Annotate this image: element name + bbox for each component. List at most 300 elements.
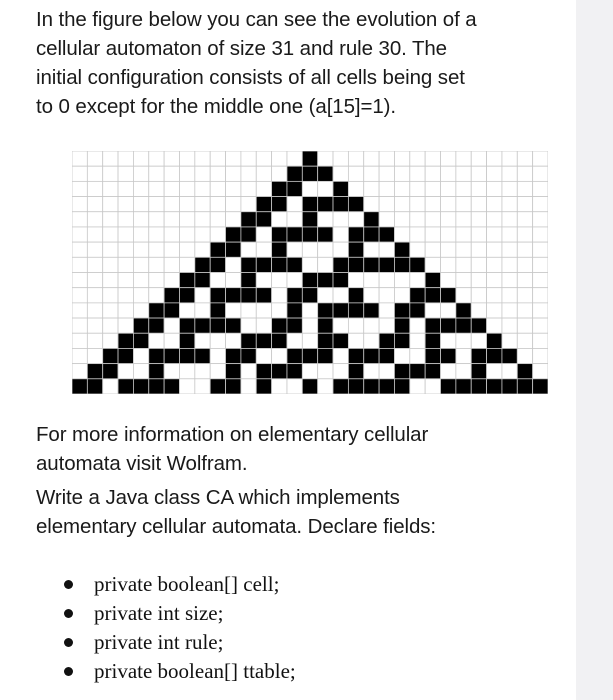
cell-dead [517, 227, 532, 242]
cell-dead [333, 364, 348, 379]
cell-dead [533, 288, 548, 303]
cell-dead [379, 364, 394, 379]
cell-dead [487, 303, 502, 318]
cell-dead [318, 212, 333, 227]
cell-dead [103, 166, 118, 181]
cell-alive [302, 379, 317, 394]
cell-dead [502, 197, 517, 212]
cell-dead [533, 181, 548, 196]
cell-dead [502, 333, 517, 348]
cell-dead [149, 242, 164, 257]
cell-alive [210, 318, 225, 333]
cell-dead [118, 227, 133, 242]
cell-dead [379, 242, 394, 257]
cell-dead [425, 303, 440, 318]
cell-alive [179, 318, 194, 333]
cell-dead [348, 273, 363, 288]
cell-alive [456, 303, 471, 318]
cell-dead [210, 273, 225, 288]
cell-dead [456, 227, 471, 242]
cell-dead [118, 288, 133, 303]
cell-alive [394, 242, 409, 257]
cell-dead [87, 166, 102, 181]
cellular-automaton-figure [72, 151, 548, 394]
cell-dead [441, 227, 456, 242]
cell-alive [379, 257, 394, 272]
cell-alive [287, 303, 302, 318]
cell-alive [487, 348, 502, 363]
cell-dead [456, 166, 471, 181]
cell-dead [241, 364, 256, 379]
cell-dead [287, 242, 302, 257]
cell-dead [517, 257, 532, 272]
cell-dead [87, 212, 102, 227]
cell-dead [471, 303, 486, 318]
cell-dead [256, 227, 271, 242]
cell-dead [210, 197, 225, 212]
cell-dead [425, 197, 440, 212]
cell-alive [210, 379, 225, 394]
bullet-icon [64, 638, 73, 647]
cell-dead [287, 212, 302, 227]
cell-dead [133, 197, 148, 212]
cell-dead [133, 212, 148, 227]
cell-dead [164, 151, 179, 166]
cell-dead [348, 318, 363, 333]
cell-alive [533, 379, 548, 394]
cell-dead [133, 181, 148, 196]
cell-dead [287, 197, 302, 212]
cell-alive [487, 379, 502, 394]
cell-alive [149, 348, 164, 363]
cell-alive [302, 227, 317, 242]
cell-alive [394, 303, 409, 318]
cell-dead [333, 227, 348, 242]
cell-dead [517, 288, 532, 303]
cell-dead [379, 318, 394, 333]
cell-alive [410, 288, 425, 303]
cell-dead [149, 197, 164, 212]
cell-alive [133, 318, 148, 333]
automaton-grid [72, 151, 548, 394]
cell-dead [210, 151, 225, 166]
task-paragraph [36, 483, 566, 541]
cell-alive [348, 242, 363, 257]
cell-alive [410, 257, 425, 272]
cell-alive [149, 364, 164, 379]
cell-dead [272, 348, 287, 363]
cell-dead [441, 273, 456, 288]
cell-alive [425, 288, 440, 303]
cell-dead [487, 151, 502, 166]
cell-dead [302, 303, 317, 318]
cell-dead [272, 288, 287, 303]
cell-alive [256, 257, 271, 272]
cell-dead [256, 166, 271, 181]
cell-alive [471, 379, 486, 394]
cell-dead [287, 333, 302, 348]
cell-alive [348, 379, 363, 394]
cell-alive [333, 257, 348, 272]
cell-alive [164, 348, 179, 363]
cell-dead [164, 333, 179, 348]
cell-dead [410, 212, 425, 227]
cell-alive [149, 303, 164, 318]
cell-alive [318, 197, 333, 212]
cell-alive [287, 348, 302, 363]
cell-dead [318, 181, 333, 196]
cell-dead [272, 151, 287, 166]
cell-alive [394, 364, 409, 379]
cell-dead [103, 197, 118, 212]
cell-alive [302, 212, 317, 227]
cell-dead [379, 197, 394, 212]
cell-alive [348, 364, 363, 379]
cell-dead [118, 318, 133, 333]
cell-dead [533, 348, 548, 363]
field-text: private int size; [94, 601, 224, 625]
cell-dead [441, 303, 456, 318]
cell-alive [133, 379, 148, 394]
cell-alive [179, 273, 194, 288]
cell-dead [195, 303, 210, 318]
cell-dead [287, 379, 302, 394]
cell-alive [195, 273, 210, 288]
cell-dead [502, 166, 517, 181]
cell-dead [256, 318, 271, 333]
cell-dead [133, 303, 148, 318]
cell-alive [241, 257, 256, 272]
cell-alive [318, 333, 333, 348]
cell-dead [487, 273, 502, 288]
cell-dead [149, 288, 164, 303]
cell-dead [87, 227, 102, 242]
cell-dead [333, 151, 348, 166]
cell-dead [195, 181, 210, 196]
cell-dead [333, 288, 348, 303]
cell-dead [149, 257, 164, 272]
cell-alive [379, 333, 394, 348]
cell-dead [87, 333, 102, 348]
cell-dead [502, 242, 517, 257]
cell-dead [302, 257, 317, 272]
cell-dead [179, 379, 194, 394]
cell-dead [394, 348, 409, 363]
cell-alive [302, 288, 317, 303]
cell-dead [179, 197, 194, 212]
cell-dead [241, 166, 256, 181]
cell-dead [179, 227, 194, 242]
cell-alive [103, 364, 118, 379]
cell-alive [364, 379, 379, 394]
cell-dead [118, 181, 133, 196]
cell-alive [333, 379, 348, 394]
cell-dead [487, 212, 502, 227]
cell-alive [456, 318, 471, 333]
cell-alive [333, 197, 348, 212]
cell-dead [425, 166, 440, 181]
cell-dead [87, 181, 102, 196]
cell-dead [256, 348, 271, 363]
cell-dead [164, 257, 179, 272]
cell-dead [87, 151, 102, 166]
cell-dead [133, 273, 148, 288]
cell-alive [241, 288, 256, 303]
cell-dead [72, 303, 87, 318]
cell-dead [87, 348, 102, 363]
cell-dead [103, 227, 118, 242]
cell-alive [256, 333, 271, 348]
cell-dead [471, 257, 486, 272]
cell-dead [533, 151, 548, 166]
cell-dead [502, 257, 517, 272]
cell-dead [425, 212, 440, 227]
wolfram-info-paragraph [36, 420, 566, 478]
cell-dead [72, 333, 87, 348]
cell-dead [502, 212, 517, 227]
cell-dead [164, 318, 179, 333]
cell-dead [533, 166, 548, 181]
cell-dead [456, 288, 471, 303]
cell-alive [164, 379, 179, 394]
cell-dead [302, 333, 317, 348]
cell-dead [487, 288, 502, 303]
cell-dead [226, 273, 241, 288]
intro-line-3: initial configuration consists of all cells being set [36, 66, 465, 89]
cell-dead [517, 273, 532, 288]
cell-dead [72, 212, 87, 227]
cell-dead [133, 348, 148, 363]
cell-dead [179, 212, 194, 227]
cell-dead [502, 151, 517, 166]
cell-alive [256, 379, 271, 394]
cell-dead [133, 257, 148, 272]
cell-alive [118, 333, 133, 348]
cell-alive [226, 348, 241, 363]
cell-dead [164, 227, 179, 242]
cell-alive [241, 333, 256, 348]
cell-dead [87, 303, 102, 318]
cell-dead [333, 166, 348, 181]
cell-alive [272, 242, 287, 257]
cell-dead [517, 212, 532, 227]
cell-alive [302, 273, 317, 288]
cell-dead [425, 242, 440, 257]
cell-dead [517, 303, 532, 318]
cell-alive [502, 348, 517, 363]
cell-dead [410, 197, 425, 212]
cell-dead [471, 273, 486, 288]
cell-alive [517, 379, 532, 394]
cell-dead [226, 333, 241, 348]
cell-dead [364, 166, 379, 181]
field-text: private boolean[] cell; [94, 572, 280, 596]
cell-alive [210, 242, 225, 257]
cell-dead [456, 181, 471, 196]
cell-alive [333, 181, 348, 196]
cell-dead [133, 166, 148, 181]
cell-dead [394, 227, 409, 242]
cell-alive [256, 288, 271, 303]
cell-dead [502, 181, 517, 196]
cell-dead [487, 166, 502, 181]
cell-dead [241, 303, 256, 318]
cell-alive [471, 364, 486, 379]
cell-dead [379, 212, 394, 227]
cell-alive [318, 303, 333, 318]
cell-alive [87, 364, 102, 379]
cell-dead [118, 273, 133, 288]
cell-alive [226, 364, 241, 379]
cell-dead [441, 197, 456, 212]
cell-alive [318, 227, 333, 242]
cell-dead [87, 257, 102, 272]
cell-alive [226, 227, 241, 242]
cell-alive [210, 303, 225, 318]
cell-alive [195, 318, 210, 333]
cell-dead [456, 242, 471, 257]
cell-alive [318, 273, 333, 288]
cell-dead [379, 288, 394, 303]
cell-dead [164, 166, 179, 181]
cell-dead [118, 364, 133, 379]
cell-dead [164, 242, 179, 257]
intro-paragraph [36, 5, 566, 121]
cell-dead [87, 288, 102, 303]
cell-dead [487, 364, 502, 379]
cell-dead [348, 181, 363, 196]
cell-dead [441, 181, 456, 196]
cell-dead [410, 348, 425, 363]
cell-alive [441, 379, 456, 394]
cell-dead [533, 242, 548, 257]
cell-dead [226, 151, 241, 166]
cell-alive [149, 318, 164, 333]
cell-dead [502, 318, 517, 333]
cell-dead [72, 364, 87, 379]
cell-dead [133, 288, 148, 303]
cell-dead [364, 242, 379, 257]
cell-dead [149, 212, 164, 227]
cell-dead [318, 151, 333, 166]
cell-dead [72, 151, 87, 166]
cell-alive [456, 379, 471, 394]
cell-alive [133, 333, 148, 348]
cell-dead [394, 273, 409, 288]
cell-dead [149, 333, 164, 348]
cell-dead [72, 257, 87, 272]
cell-dead [318, 257, 333, 272]
cell-alive [471, 318, 486, 333]
cell-alive [394, 379, 409, 394]
cell-dead [318, 288, 333, 303]
cell-dead [133, 364, 148, 379]
cell-alive [348, 257, 363, 272]
cell-dead [103, 151, 118, 166]
cell-dead [333, 318, 348, 333]
cell-dead [179, 242, 194, 257]
cell-alive [364, 212, 379, 227]
cell-alive [179, 348, 194, 363]
cell-dead [364, 197, 379, 212]
cell-dead [241, 242, 256, 257]
cell-dead [456, 257, 471, 272]
cell-dead [456, 212, 471, 227]
cell-dead [318, 364, 333, 379]
cell-dead [533, 197, 548, 212]
cell-dead [410, 379, 425, 394]
intro-line-2: cellular automaton of size 31 and rule 30. The [36, 37, 447, 60]
cell-dead [517, 166, 532, 181]
cell-dead [394, 212, 409, 227]
cell-alive [195, 348, 210, 363]
field-text: private boolean[] ttable; [94, 659, 296, 683]
cell-dead [517, 318, 532, 333]
cell-dead [318, 242, 333, 257]
cell-dead [241, 318, 256, 333]
cell-alive [287, 364, 302, 379]
bullet-icon [64, 609, 73, 618]
cell-dead [441, 333, 456, 348]
cell-dead [456, 151, 471, 166]
cell-dead [164, 181, 179, 196]
cell-dead [471, 212, 486, 227]
cell-alive [441, 318, 456, 333]
cell-dead [164, 212, 179, 227]
cell-dead [502, 288, 517, 303]
cell-dead [318, 379, 333, 394]
cell-dead [364, 151, 379, 166]
cell-alive [364, 348, 379, 363]
cell-dead [118, 303, 133, 318]
cell-dead [302, 181, 317, 196]
cell-dead [487, 181, 502, 196]
cell-dead [87, 197, 102, 212]
cell-alive [425, 333, 440, 348]
cell-alive [87, 379, 102, 394]
cell-dead [502, 364, 517, 379]
cell-alive [379, 227, 394, 242]
cell-dead [72, 227, 87, 242]
cell-dead [149, 181, 164, 196]
cell-dead [487, 197, 502, 212]
cell-dead [441, 257, 456, 272]
cell-dead [425, 181, 440, 196]
cell-dead [333, 348, 348, 363]
cell-alive [517, 364, 532, 379]
cell-dead [87, 273, 102, 288]
cell-dead [87, 242, 102, 257]
cell-dead [410, 333, 425, 348]
cell-dead [256, 181, 271, 196]
cell-alive [210, 288, 225, 303]
cell-dead [533, 273, 548, 288]
cell-alive [318, 166, 333, 181]
cell-dead [241, 151, 256, 166]
cell-alive [272, 197, 287, 212]
cell-dead [471, 151, 486, 166]
cell-dead [502, 227, 517, 242]
cell-dead [179, 166, 194, 181]
cell-dead [272, 379, 287, 394]
cell-dead [379, 181, 394, 196]
cell-alive [410, 364, 425, 379]
cell-dead [195, 227, 210, 242]
cell-alive [379, 348, 394, 363]
cell-dead [533, 303, 548, 318]
cell-dead [410, 181, 425, 196]
cell-dead [441, 166, 456, 181]
